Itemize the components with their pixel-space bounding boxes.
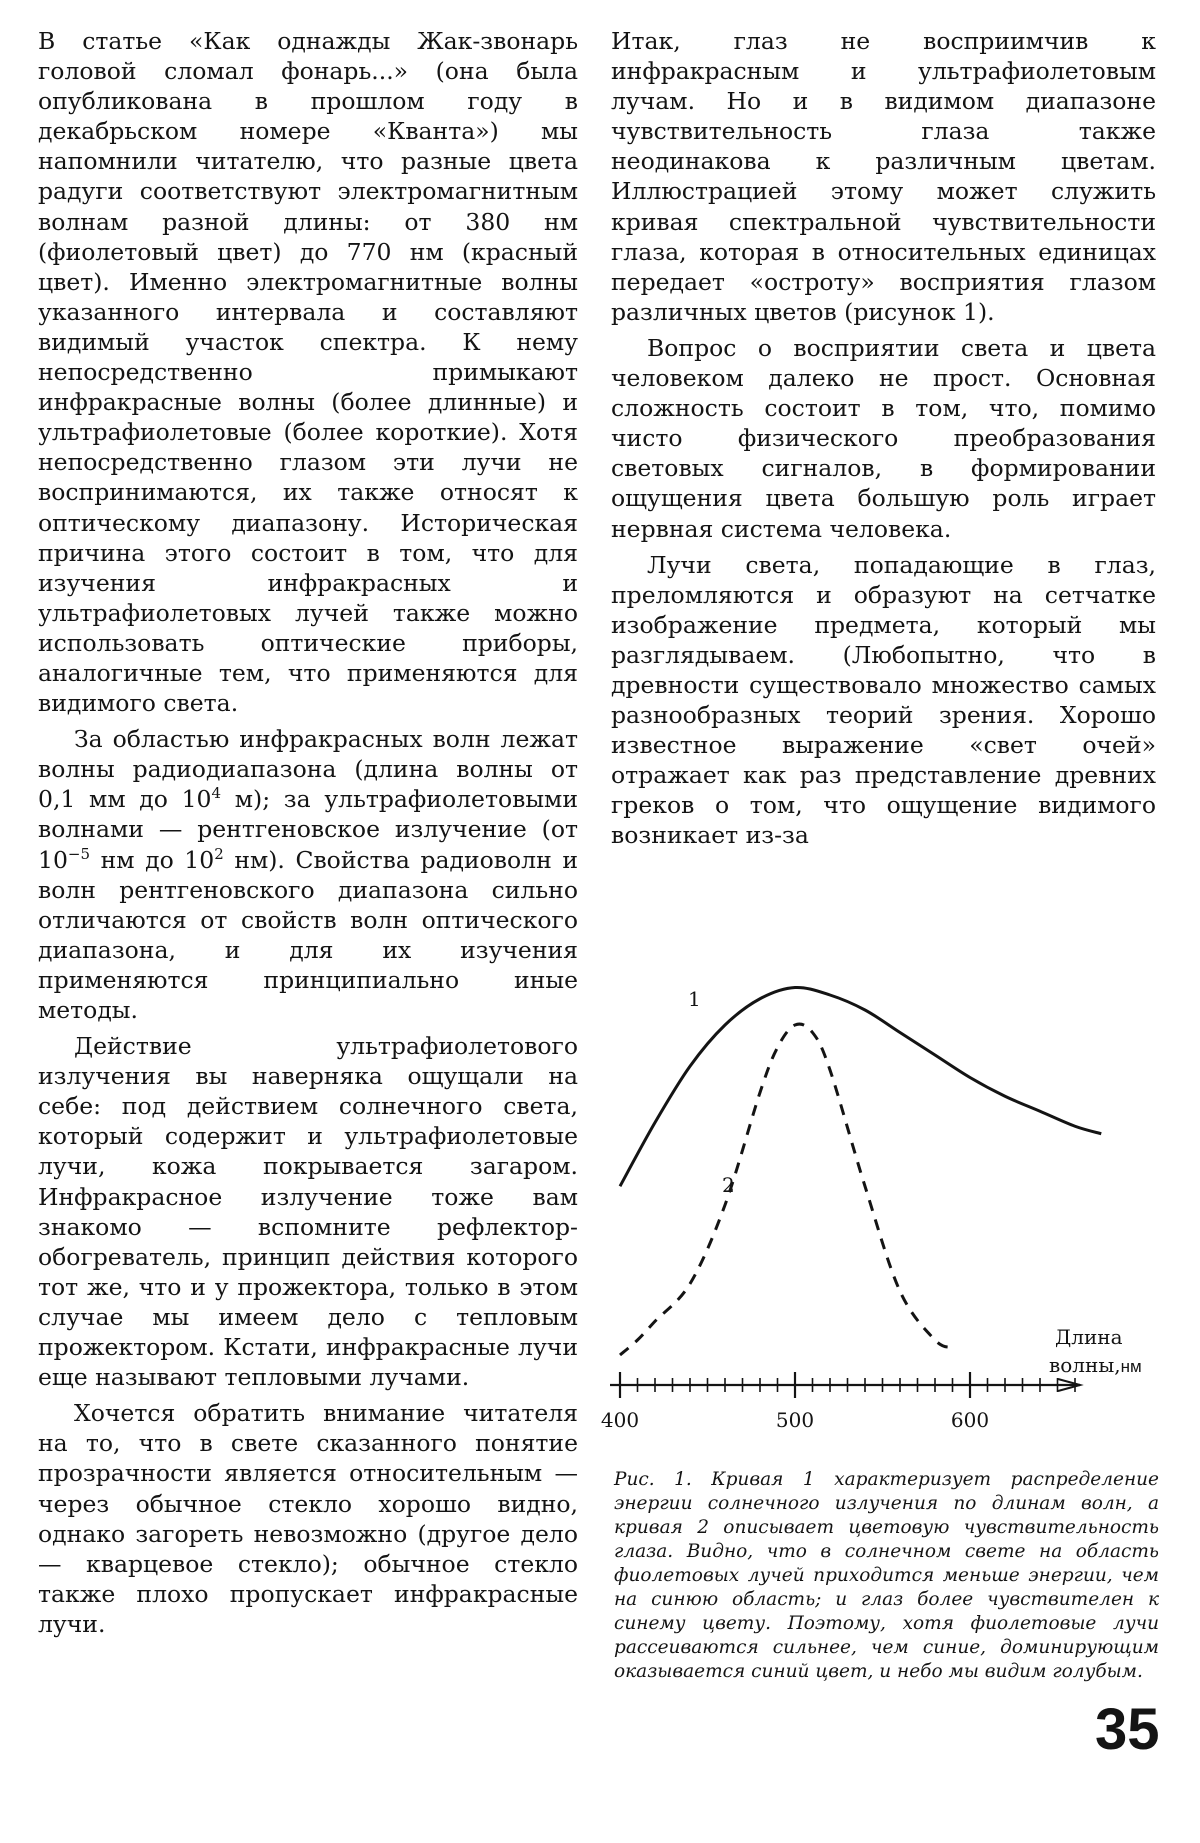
curve-1: [620, 987, 1101, 1186]
axis-unit: нм: [1120, 1357, 1142, 1376]
p2-part2: м); за ультрафиолетовыми волнами — рентгеновское излучение (от 10: [38, 785, 578, 874]
spectrum-chart: [600, 930, 1170, 1450]
p2-sup1: 4: [211, 784, 222, 803]
left-column: [38, 26, 578, 1645]
paragraph-2: [38, 724, 578, 1025]
paragraph-3: Действие ультрафиолетового излучения вы наверняка ощущали на себе: под действием солнечного света, который содержит и ультрафиолетовые лучи, кожа покрывается загаром. Инфракрасное излучение тоже вам знакомо — вспомните рефлектор-обогреватель, принцип действия которого тот же, что и у прожектора, только в этом случае мы имеем дело с тепловым прожектором. Кстати, инфракрасные лучи еще называют тепловыми лучами.: [38, 1032, 578, 1392]
right-paragraph-2: Вопрос о восприятии света и цвета человеком далеко не прост. Основная сложность состоит в том, что, помимо чисто физического преобразования световых сигналов, в формировании ощущения цвета большую роль играет нервная система человека.: [611, 333, 1156, 543]
figure-caption: Рис. 1. Кривая 1 характеризует распределение энергии солнечного излучения по длинам волн, а кривая 2 описывает цветовую чувствительность глаза. Видно, что в солнечном свете на область фиолетовых лучей приходится меньше энергии, чем на синюю область; и глаз более чувствителен к синему цвету. Поэтому, хотя фиолетовые лучи рассеиваются сильнее, чем синие, доминирующим оказывается синий цвет, и небо мы видим голубым.: [614, 1469, 1159, 1682]
page-number: 35: [1095, 1697, 1160, 1762]
axis-label-line2: [1049, 1353, 1142, 1377]
curve-2: [620, 1024, 953, 1355]
p2-part3: нм до 10: [90, 845, 215, 874]
figure-1: [600, 930, 1170, 1450]
p2-sup3: 2: [214, 844, 224, 863]
p2-part4: нм). Свойства радиоволн и волн рентгеновского диапазона сильно отличаются от свойств волн оптического диапазона, и для их изучения применяются принципиально иные методы.: [38, 845, 578, 1024]
curve-1-label: 1: [688, 987, 701, 1011]
paragraph-1: В статье «Как однажды Жак-звонарь головой сломал фонарь...» (она была опубликована в прошлом году в декабрьском номере «Кванта») мы напомнили читателю, что разные цвета радуги соответствуют электромагнитным волнам разной длины: от 380 нм (фиолетовый цвет) до 770 нм (красный цвет). Именно электромагнитные волны указанного интервала и составляют видимый участок спектра. К нему непосредственно примыкают инфракрасные волны (более длинные) и ультрафиолетовые (более короткие). Хотя непосредственно глазом эти лучи не воспринимаются, их также относят к оптическому диапазону. Историческая причина этого состоит в том, что для изучения инфракрасных и ультрафиолетовых лучей также можно использовать оптические приборы, аналогичные тем, что применяются для видимого света.: [38, 27, 578, 718]
tick-label-500: 500: [775, 1408, 815, 1432]
p2-part1: За областью инфракрасных волн лежат волны радиодиапазона (длина волны от 0,1 мм до 10: [38, 725, 578, 814]
curve-2-label: 2: [722, 1173, 735, 1197]
axis-label-line1: Длина: [1055, 1325, 1123, 1349]
right-paragraph-3: Лучи света, попадающие в глаз, преломляются и образуют на сетчатке изображение предмета, который мы разглядываем. (Любопытно, что в древности существовало множество самых разнообразных теорий зрения. Хорошо известное выражение «свет очей» отражает как раз представление древних греков о том, что ощущение видимого возникает из-за: [611, 550, 1156, 850]
p2-sup2: −5: [67, 844, 91, 863]
right-column: [611, 26, 1156, 857]
tick-label-400: 400: [600, 1408, 640, 1432]
tick-label-600: 600: [950, 1408, 990, 1432]
paragraph-4: Хочется обратить внимание читателя на то, что в свете сказанного понятие прозрачности является относительным — через обычное стекло хорошо видно, однако загореть невозможно (другое дело — кварцевое стекло); обычное стекло также плохо пропускает инфракрасные лучи.: [38, 1399, 578, 1638]
axis-label-wave: волны,: [1049, 1353, 1121, 1377]
right-paragraph-1: Итак, глаз не восприимчив к инфракрасным и ультрафиолетовым лучам. Но и в видимом диапазоне чувствительность глаза также неодинакова к различным цветам. Иллюстрацией этому может служить кривая спектральной чувствительности глаза, которая в относительных единицах передает «остроту» восприятия глазом различных цветов (рисунок 1).: [611, 27, 1156, 326]
